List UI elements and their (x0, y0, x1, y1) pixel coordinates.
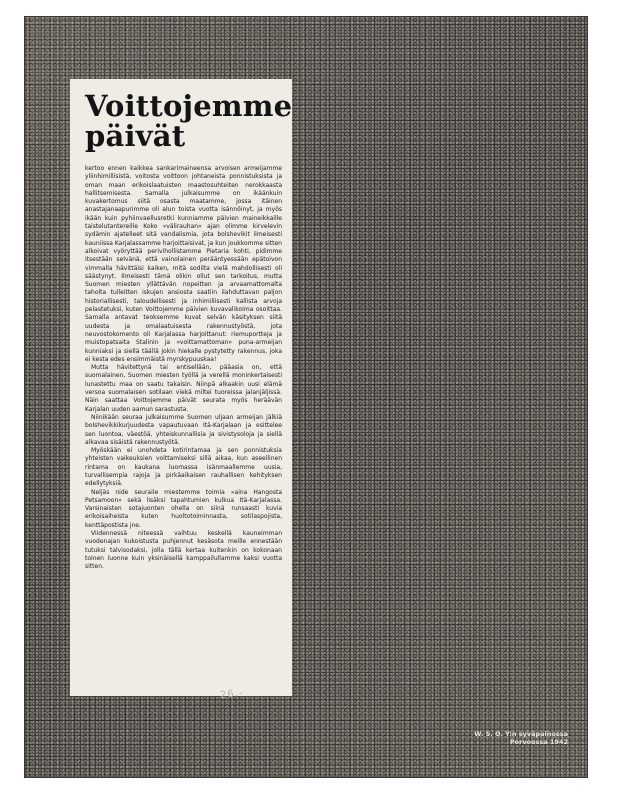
text-panel (70, 79, 292, 696)
paragraph: Myöskään ei unohdeta kotirintamaa ja sen ponnistuksia yhteisten vaikeuksien voittamiseksi sillä aikaa, kun aseellinen rintama on kaukana luomassa isänmaallemme uusia, turvallisempia rajoja ja pirkäaikaisen rauhallisen kehityksen edellytyksiä. (85, 447, 282, 488)
printer-imprint (474, 730, 568, 746)
paragraph: Viidennessä niteessä vaihtuu keskellä kauneimman vuodenajan kukoistusta puhjennut kesäsota meille ennestään tutuksi talvisodaksi, jolla tällä kertaa kuitenkin on kokonaan toinen luonne kuin yksinäisellä kamppailullamme kaksi vuotta sitten. (85, 530, 282, 571)
paragraph: Niinikään seuraa julkaisumme Suomen uljaan armeijan jälkiä bolshevikkikurjuudesta vapautuvaan Itä-Karjalaan ja esittelee sen luontoa, väestöä, yhteiskunnallisia ja sivistysoloja ja siellä alkavaa sisäistä rakennustyötä. (85, 413, 282, 446)
imprint-line-2: Porvoossa 1942 (509, 738, 568, 746)
page-title (85, 89, 292, 153)
imprint-line-1: W. S. O. Y:n syväpainossa (474, 730, 568, 738)
pencil-price-note: 26.- (219, 687, 245, 702)
body-text (85, 165, 282, 572)
title-line-2: päivät (85, 119, 186, 153)
title-line-1: Voittojemme (85, 89, 292, 123)
paragraph: Neljäs nide seuraile miestemme toimia »aina Hangosta Petsamoon» sekä lisäksi tapahtumien kulkua Itä-Karjalassa. Varsinaisten sotajuonten ohella on siinä runsaasti kuvia erikoisaiheista kuten huoltotoiminnasta, sotilaspojista, kenttäpostista jne. (85, 488, 282, 529)
paragraph: Mutta hävitettynä tai entisellään, pääasia on, että suomalainen, Suomen miesten työllä ja verellä moninkertaisesti lunastettu maa on saatu takaisin. Niinpä alkaakin uusi elämä versoa suomalaisen sotilaan viekä miltei tuoreissa jalanjäljissä. Näin saattaa Voittojemme päivät seurata myös heräävän Karjalan uuden aamun sarastusta. (85, 364, 282, 413)
paragraph: kertoo ennen kaikkea sankarimaineensa arvoisen armeijamme yliinhimillisistä, voitosta voittoon johtaneista ponnistuksista ja oman maan erikoislaatuisten maastosuhteiten nerokkaasta hallitsemisesta. Samalla julkaisumme on ikäänkuin kuvakertomus siitä osasta maatamme, jossa itäinen anastajanaapurimme oli alun toista vuotta isännöinyt, ja myös ikään kuin pyhiinvaellusretki kunniamme päivien maineikkaille taistelutantereille Koko »välirauhan» ajan olimme kirvelevin sydämin ajatelleet sitä vandalismia, jota bolshevikit ilmeisesti kauniissa Karjalassamme harjoittaisivat, ja kun joukkomme sitten alkoivat vyöryttää perivihollistamme Pietaria kohti, pidimme itsestään selvänä, että vainolainen perääntyessään epätoivon vimmalla hävittäisi kaiken, mitä sodilta vielä mahdollisesti oli säästynyt. Ilmeisesti tämä olikin ollut sen tarkoitus, mutta Suomen miesten yllättävän nopeitten ja arvaamattomalta taholta tulleitten iskujen ansiosta saatiin ilahduttavan paljon historiallisesti, taloudellisesti ja inhimillisesti kallista arvoja pelastetuksi, kuten Voittojemme päivien kuvavalikoima osoittaa. Samalla antavat teoksemme kuvat selvän käsityksen siitä uudesta ja omalaatuisesta rakennustyöstä, jota neuvostokomento oli Karjalassa harjoittanut: riemuporttejа ja muistopatsaita Stalinin ja »voittamattoman» puna-armeijan kunniaksi ja siellä täällä jokin hiekalle pystytetty rakennus, joka ei kesta edes ensimmäistä myrskypuuskaa! (85, 165, 282, 363)
